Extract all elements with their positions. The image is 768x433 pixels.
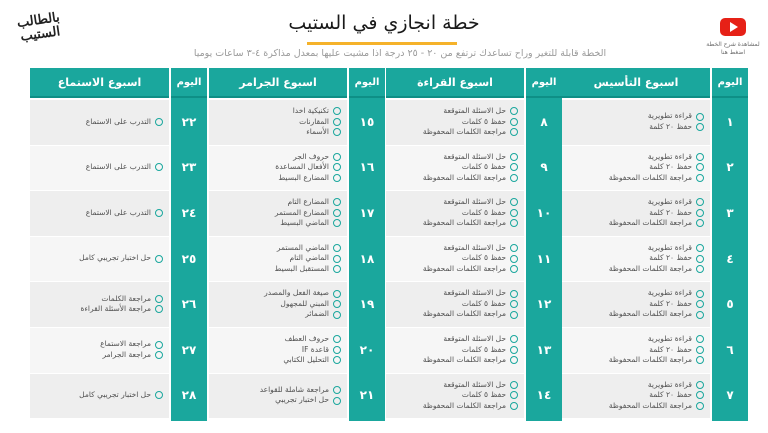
checkbox-circle-icon[interactable] xyxy=(155,118,163,126)
task-label: حروف العطف xyxy=(284,334,329,344)
task-label: مراجعة الأسئلة القراءة xyxy=(80,304,151,314)
plan-cell xyxy=(562,374,710,419)
day-number: ١٣ xyxy=(536,342,552,357)
task-label: حروف الجر xyxy=(293,151,329,161)
task-item[interactable] xyxy=(568,264,704,275)
checkbox-circle-icon[interactable] xyxy=(510,198,518,206)
checkbox-circle-icon[interactable] xyxy=(696,113,704,121)
checkbox-circle-icon[interactable] xyxy=(333,219,341,227)
task-label: المبني للمجهول xyxy=(280,298,329,308)
checkbox-circle-icon[interactable] xyxy=(510,153,518,161)
day-number: ٢١ xyxy=(359,388,375,403)
checkbox-circle-icon[interactable] xyxy=(333,290,341,298)
day-column-header: اليوم xyxy=(349,68,385,98)
task-item[interactable] xyxy=(36,294,163,305)
task-label: حفظ ٢٠ كلمة xyxy=(649,390,692,400)
task-label: التدرب على الاستماع xyxy=(85,162,151,172)
day-number: ١٧ xyxy=(359,206,375,220)
checkbox-circle-icon[interactable] xyxy=(696,311,704,319)
task-item[interactable] xyxy=(392,380,518,391)
task-item[interactable] xyxy=(215,309,341,320)
task-label: تكنيكية اخدا xyxy=(292,106,329,116)
task-label: المستقبل البسيط xyxy=(274,263,329,273)
task-label: مراجعة الكلمات المحفوظة xyxy=(608,218,692,228)
checkbox-circle-icon[interactable] xyxy=(333,153,341,161)
checkbox-circle-icon[interactable] xyxy=(696,255,704,263)
task-item[interactable] xyxy=(392,345,518,356)
task-label: المضارع التام xyxy=(287,197,329,207)
checkbox-circle-icon[interactable] xyxy=(155,351,163,359)
task-label: مراجعة شاملة للقواعد xyxy=(259,384,329,394)
checkbox-circle-icon[interactable] xyxy=(696,335,704,343)
task-label: قراءة تطويرية xyxy=(647,334,692,344)
task-label: مراجعة الكلمات المحفوظة xyxy=(422,309,506,319)
task-label: مراجعة الكلمات المحفوظة xyxy=(422,218,506,228)
checkbox-circle-icon[interactable] xyxy=(696,153,704,161)
day-number: ٢ xyxy=(726,160,734,175)
checkbox-circle-icon[interactable] xyxy=(155,255,163,263)
task-label: حل اختبار تجريبي xyxy=(275,395,329,405)
checkbox-circle-icon[interactable] xyxy=(333,311,341,319)
plan-cell xyxy=(30,237,169,282)
task-label: حفظ ٢٠ كلمة xyxy=(649,298,692,308)
checkbox-circle-icon[interactable] xyxy=(696,123,704,131)
day-number: ٢٣ xyxy=(181,160,197,175)
task-label: الماضي التام xyxy=(289,253,329,263)
task-item[interactable] xyxy=(215,334,341,345)
day-number: ٤ xyxy=(726,251,734,266)
task-label: حل اختبار تجريبي كامل xyxy=(79,390,151,400)
checkbox-circle-icon[interactable] xyxy=(333,118,341,126)
plan-cell xyxy=(562,100,710,145)
task-item[interactable] xyxy=(392,355,518,366)
plan-cell xyxy=(386,282,524,327)
day-number: ١٤ xyxy=(536,388,552,403)
task-label: حفظ ٢٠ كلمة xyxy=(649,253,692,263)
task-item[interactable] xyxy=(568,299,704,310)
checkbox-circle-icon[interactable] xyxy=(333,356,341,364)
checkbox-circle-icon[interactable] xyxy=(333,386,341,394)
task-item[interactable] xyxy=(215,243,341,254)
plan-cell xyxy=(386,100,524,145)
checkbox-circle-icon[interactable] xyxy=(333,346,341,354)
day-number: ١٨ xyxy=(359,251,375,266)
task-label: حفظ ٥ كلمات xyxy=(461,253,506,263)
task-label: حفظ ٥ كلمات xyxy=(461,162,506,172)
task-label: صيغة الفعل والمصدر xyxy=(264,288,329,298)
plan-cell xyxy=(562,191,710,236)
checkbox-circle-icon[interactable] xyxy=(333,174,341,182)
task-label: التدرب على الاستماع xyxy=(85,207,151,217)
checkbox-circle-icon[interactable] xyxy=(333,198,341,206)
task-label: الماضي البسيط xyxy=(280,218,329,228)
checkbox-circle-icon[interactable] xyxy=(155,305,163,313)
task-item[interactable] xyxy=(215,127,341,138)
plan-cell xyxy=(209,282,347,327)
plan-cell xyxy=(209,328,347,373)
task-item[interactable] xyxy=(215,395,341,406)
task-item[interactable] xyxy=(392,173,518,184)
task-label: المضارع المستمر xyxy=(274,207,329,217)
task-item[interactable] xyxy=(568,334,704,345)
task-label: حل الاسئلة المتوقعة xyxy=(443,242,506,252)
task-label: قراءة تطويرية xyxy=(647,242,692,252)
task-item[interactable] xyxy=(215,106,341,117)
checkbox-circle-icon[interactable] xyxy=(510,118,518,126)
day-number: ١٥ xyxy=(359,114,375,129)
task-item[interactable] xyxy=(568,380,704,391)
checkbox-circle-icon[interactable] xyxy=(510,219,518,227)
task-item[interactable] xyxy=(36,117,163,128)
plan-cell xyxy=(209,146,347,191)
youtube-caption[interactable]: لمشاهدة شرح الخطة اضغط هنا xyxy=(706,41,760,56)
task-label: الأفعال المساعدة xyxy=(275,162,329,172)
task-label: حفظ ٢٠ كلمة xyxy=(649,207,692,217)
task-item[interactable] xyxy=(392,288,518,299)
task-item[interactable] xyxy=(392,264,518,275)
task-item[interactable] xyxy=(215,218,341,229)
task-item[interactable] xyxy=(215,208,341,219)
task-label: مراجعة الكلمات xyxy=(101,293,151,303)
task-label: التحليل الكتابي xyxy=(283,355,329,365)
checkbox-circle-icon[interactable] xyxy=(696,356,704,364)
plan-cell xyxy=(30,146,169,191)
day-number: ٢٧ xyxy=(181,342,197,357)
task-label: قراءة تطويرية xyxy=(647,151,692,161)
checkbox-circle-icon[interactable] xyxy=(510,255,518,263)
task-label: حفظ ٥ كلمات xyxy=(461,298,506,308)
checkbox-circle-icon[interactable] xyxy=(510,163,518,171)
task-item[interactable] xyxy=(392,299,518,310)
checkbox-circle-icon[interactable] xyxy=(333,255,341,263)
checkbox-circle-icon[interactable] xyxy=(510,346,518,354)
task-item[interactable] xyxy=(215,117,341,128)
checkbox-circle-icon[interactable] xyxy=(696,300,704,308)
day-number: ٩ xyxy=(540,160,548,175)
task-label: حفظ ٥ كلمات xyxy=(461,344,506,354)
checkbox-circle-icon[interactable] xyxy=(155,163,163,171)
day-number: ١ xyxy=(726,114,734,129)
day-column-w1 xyxy=(712,68,748,421)
page-subtitle: الخطة قابلة للتغير وراح تساعدك ترتفع من ٢٠ - ٢٥ درجة اذا مشيت عليها بمعدل مذاكرة ٤-٣ ساعات يوميا xyxy=(193,48,607,59)
plan-cell xyxy=(30,191,169,236)
task-item[interactable] xyxy=(392,162,518,173)
checkbox-circle-icon[interactable] xyxy=(333,128,341,136)
task-item[interactable] xyxy=(215,253,341,264)
day-number: ١٠ xyxy=(536,206,552,220)
task-item[interactable] xyxy=(392,152,518,163)
day-number: ٥ xyxy=(726,297,734,312)
day-number: ١٦ xyxy=(359,160,375,175)
task-label: قراءة تطويرية xyxy=(647,111,692,121)
task-label: الأسماء xyxy=(306,127,329,137)
checkbox-circle-icon[interactable] xyxy=(333,335,341,343)
checkbox-circle-icon[interactable] xyxy=(696,174,704,182)
checkbox-circle-icon[interactable] xyxy=(510,265,518,273)
checkbox-circle-icon[interactable] xyxy=(510,391,518,399)
task-item[interactable] xyxy=(568,355,704,366)
checkbox-circle-icon[interactable] xyxy=(333,265,341,273)
task-item[interactable] xyxy=(36,390,163,401)
task-label: حفظ ٥ كلمات xyxy=(461,390,506,400)
task-label: مراجعة الكلمات المحفوظة xyxy=(422,172,506,182)
plan-cell xyxy=(562,237,710,282)
task-item[interactable] xyxy=(568,162,704,173)
plan-cell xyxy=(30,374,169,419)
day-number: ١٢ xyxy=(536,297,552,312)
plan-cell xyxy=(30,328,169,373)
checkbox-circle-icon[interactable] xyxy=(155,209,163,217)
task-label: حفظ ٥ كلمات xyxy=(461,116,506,126)
task-item[interactable] xyxy=(392,309,518,320)
task-label: مراجعة الكلمات المحفوظة xyxy=(422,127,506,137)
day-column-w4 xyxy=(171,68,207,421)
plan-cell xyxy=(386,328,524,373)
task-item[interactable] xyxy=(392,401,518,412)
day-number: ٢٠ xyxy=(359,342,375,357)
checkbox-circle-icon[interactable] xyxy=(696,402,704,410)
week-header-foundation: اسبوع التأسيس xyxy=(562,68,710,98)
task-item[interactable] xyxy=(215,355,341,366)
task-item[interactable] xyxy=(392,253,518,264)
task-item[interactable] xyxy=(568,345,704,356)
title-underline xyxy=(307,42,457,45)
day-number: ٨ xyxy=(540,114,548,129)
task-label: قراءة تطويرية xyxy=(647,379,692,389)
plan-cell xyxy=(562,282,710,327)
day-number: ٧ xyxy=(726,388,734,403)
task-label: مراجعة الاستماع xyxy=(100,339,151,349)
day-number: ٣ xyxy=(726,206,734,220)
task-item[interactable] xyxy=(392,127,518,138)
plan-cell xyxy=(386,374,524,419)
task-item[interactable] xyxy=(568,197,704,208)
task-item[interactable] xyxy=(215,162,341,173)
checkbox-circle-icon[interactable] xyxy=(696,265,704,273)
plan-cell xyxy=(30,282,169,327)
task-item[interactable] xyxy=(568,401,704,412)
task-label: الماضي المستمر xyxy=(276,242,329,252)
plan-cell xyxy=(209,100,347,145)
checkbox-circle-icon[interactable] xyxy=(333,397,341,405)
checkbox-circle-icon[interactable] xyxy=(510,335,518,343)
checkbox-circle-icon[interactable] xyxy=(510,107,518,115)
checkbox-circle-icon[interactable] xyxy=(155,295,163,303)
plan-cell xyxy=(209,191,347,236)
checkbox-circle-icon[interactable] xyxy=(510,209,518,217)
checkbox-circle-icon[interactable] xyxy=(510,402,518,410)
checkbox-circle-icon[interactable] xyxy=(333,209,341,217)
task-label: حفظ ٢٠ كلمة xyxy=(649,162,692,172)
task-label: مراجعة الجرامر xyxy=(102,349,151,359)
task-item[interactable] xyxy=(392,334,518,345)
task-item[interactable] xyxy=(392,390,518,401)
task-item[interactable] xyxy=(568,111,704,122)
task-item[interactable] xyxy=(36,162,163,173)
task-item[interactable] xyxy=(215,299,341,310)
checkbox-circle-icon[interactable] xyxy=(510,356,518,364)
day-number: ٢٢ xyxy=(181,114,197,129)
task-item[interactable] xyxy=(568,288,704,299)
task-item[interactable] xyxy=(36,208,163,219)
task-item[interactable] xyxy=(392,197,518,208)
task-label: قاعدة IF xyxy=(301,344,329,354)
day-number: ١٩ xyxy=(359,297,375,312)
checkbox-circle-icon[interactable] xyxy=(696,290,704,298)
day-number: ٢٤ xyxy=(181,206,197,220)
task-item[interactable] xyxy=(392,218,518,229)
plan-cell xyxy=(386,146,524,191)
task-item[interactable] xyxy=(215,345,341,356)
checkbox-circle-icon[interactable] xyxy=(696,163,704,171)
checkbox-circle-icon[interactable] xyxy=(510,290,518,298)
checkbox-circle-icon[interactable] xyxy=(510,174,518,182)
task-item[interactable] xyxy=(215,264,341,275)
plan-cell xyxy=(386,237,524,282)
task-label: حل الاسئلة المتوقعة xyxy=(443,334,506,344)
task-item[interactable] xyxy=(568,208,704,219)
checkbox-circle-icon[interactable] xyxy=(333,244,341,252)
day-column-header: اليوم xyxy=(171,68,207,98)
task-label: مراجعة الكلمات المحفوظة xyxy=(608,400,692,410)
day-number: ٢٦ xyxy=(181,297,197,312)
checkbox-circle-icon[interactable] xyxy=(155,391,163,399)
checkbox-circle-icon[interactable] xyxy=(510,300,518,308)
task-label: مراجعة الكلمات المحفوظة xyxy=(608,309,692,319)
plan-cell xyxy=(562,328,710,373)
checkbox-circle-icon[interactable] xyxy=(696,391,704,399)
task-label: مراجعة الكلمات المحفوظة xyxy=(422,263,506,273)
task-item[interactable] xyxy=(215,152,341,163)
checkbox-circle-icon[interactable] xyxy=(696,244,704,252)
task-label: حفظ ٥ كلمات xyxy=(461,207,506,217)
day-number: ٦ xyxy=(726,342,734,357)
task-item[interactable] xyxy=(392,208,518,219)
task-label: التدرب على الاستماع xyxy=(85,116,151,126)
page-title: خطة انجازي في الستيب xyxy=(288,12,480,34)
task-label: مراجعة الكلمات المحفوظة xyxy=(608,355,692,365)
week-header-grammar: اسبوع الجرامر xyxy=(209,68,347,98)
checkbox-circle-icon[interactable] xyxy=(510,244,518,252)
checkbox-circle-icon[interactable] xyxy=(155,341,163,349)
week-header-listening: اسبوع الاستماع xyxy=(30,68,169,98)
task-label: المضارع البسيط xyxy=(278,172,329,182)
day-number: ٢٨ xyxy=(181,388,197,403)
task-item[interactable] xyxy=(568,218,704,229)
task-item[interactable] xyxy=(36,350,163,361)
task-item[interactable] xyxy=(568,309,704,320)
plan-cell xyxy=(386,191,524,236)
task-item[interactable] xyxy=(36,339,163,350)
day-number: ١١ xyxy=(536,251,552,266)
task-label: حل الاسئلة المتوقعة xyxy=(443,288,506,298)
day-column-header: اليوم xyxy=(526,68,562,98)
checkbox-circle-icon[interactable] xyxy=(510,128,518,136)
task-item[interactable] xyxy=(568,152,704,163)
day-column-w3 xyxy=(349,68,385,421)
task-item[interactable] xyxy=(392,243,518,254)
task-label: مراجعة الكلمات المحفوظة xyxy=(608,263,692,273)
task-item[interactable] xyxy=(36,253,163,264)
brand-logo: بالطالب الستيب xyxy=(16,10,62,45)
task-item[interactable] xyxy=(215,385,341,396)
plan-cell xyxy=(562,146,710,191)
plan-cell xyxy=(30,100,169,145)
checkbox-circle-icon[interactable] xyxy=(333,107,341,115)
task-label: مراجعة الكلمات المحفوظة xyxy=(422,355,506,365)
youtube-play-icon[interactable] xyxy=(720,18,746,36)
task-item[interactable] xyxy=(36,304,163,315)
task-item[interactable] xyxy=(568,122,704,133)
task-label: قراءة تطويرية xyxy=(647,288,692,298)
checkbox-circle-icon[interactable] xyxy=(696,381,704,389)
task-label: حفظ ٢٠ كلمة xyxy=(649,121,692,131)
day-number: ٢٥ xyxy=(181,251,197,266)
task-item[interactable] xyxy=(215,288,341,299)
task-label: حل الاسئلة المتوقعة xyxy=(443,106,506,116)
task-item[interactable] xyxy=(568,243,704,254)
task-label: حل الاسئلة المتوقعة xyxy=(443,379,506,389)
checkbox-circle-icon[interactable] xyxy=(696,209,704,217)
task-item[interactable] xyxy=(568,390,704,401)
task-item[interactable] xyxy=(568,173,704,184)
task-item[interactable] xyxy=(392,106,518,117)
checkbox-circle-icon[interactable] xyxy=(696,198,704,206)
task-item[interactable] xyxy=(392,117,518,128)
task-label: مراجعة الكلمات المحفوظة xyxy=(608,172,692,182)
checkbox-circle-icon[interactable] xyxy=(510,381,518,389)
task-item[interactable] xyxy=(215,197,341,208)
day-column-header: اليوم xyxy=(712,68,748,98)
checkbox-circle-icon[interactable] xyxy=(696,346,704,354)
checkbox-circle-icon[interactable] xyxy=(333,300,341,308)
plan-cell xyxy=(209,237,347,282)
week-header-reading: اسبوع القراءة xyxy=(386,68,524,98)
task-label: حفظ ٢٠ كلمة xyxy=(649,344,692,354)
task-label: المقارنات xyxy=(299,116,329,126)
day-column-w2 xyxy=(526,68,562,421)
task-label: مراجعة الكلمات المحفوظة xyxy=(422,400,506,410)
checkbox-circle-icon[interactable] xyxy=(696,219,704,227)
task-item[interactable] xyxy=(568,253,704,264)
task-item[interactable] xyxy=(215,173,341,184)
checkbox-circle-icon[interactable] xyxy=(510,311,518,319)
task-label: الضمائر xyxy=(305,309,329,319)
task-label: حل اختبار تجريبي كامل xyxy=(79,253,151,263)
checkbox-circle-icon[interactable] xyxy=(333,163,341,171)
task-label: حل الاسئلة المتوقعة xyxy=(443,197,506,207)
plan-cell xyxy=(209,374,347,419)
task-label: حل الاسئلة المتوقعة xyxy=(443,151,506,161)
task-label: قراءة تطويرية xyxy=(647,197,692,207)
